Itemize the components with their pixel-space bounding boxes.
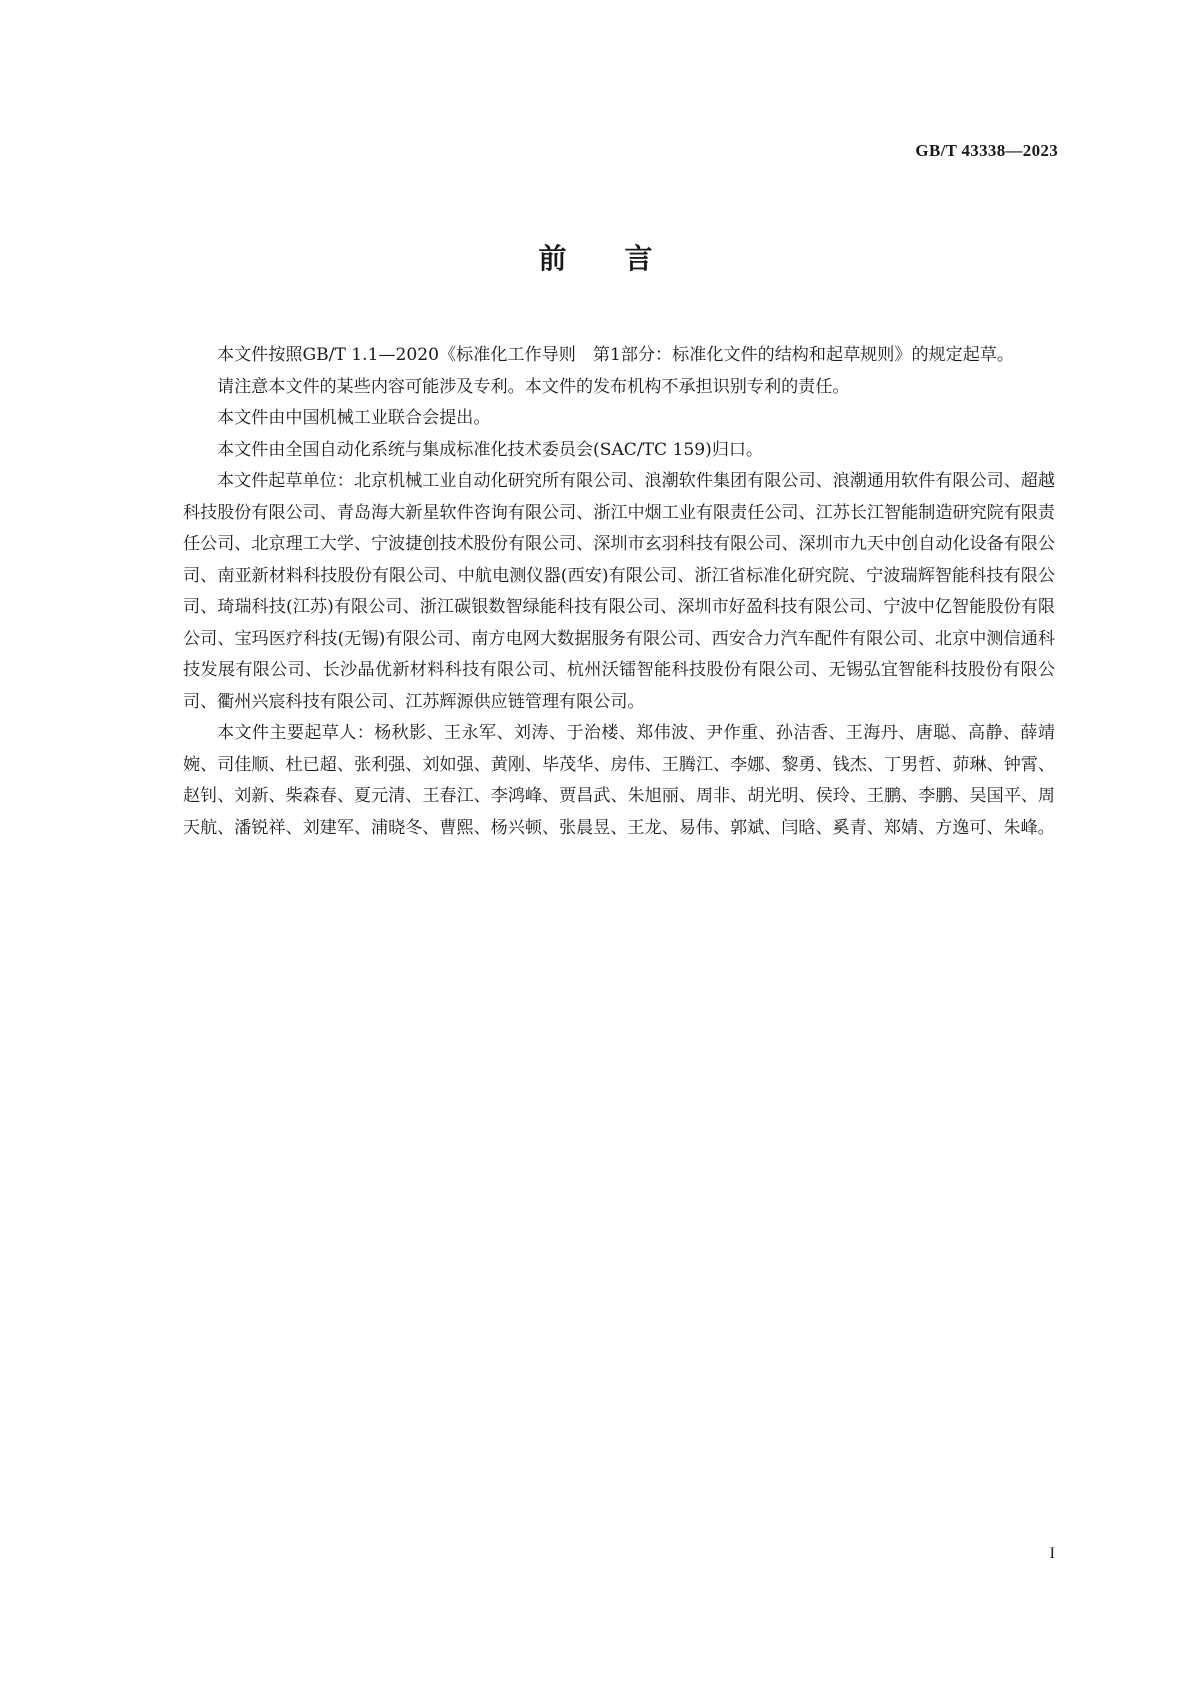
paragraph-patent-notice: 请注意本文件的某些内容可能涉及专利。本文件的发布机构不承担识别专利的责任。 — [217, 376, 850, 397]
standard-code-header: GB/T 43338—2023 — [915, 141, 1058, 160]
page-number: I — [1049, 1545, 1055, 1562]
page-title: 前言 — [538, 242, 711, 275]
foreword-body — [183, 340, 1055, 844]
paragraph-drafting-organizations: 本文件起草单位：北京机械工业自动化研究所有限公司、浪潮软件集团有限公司、浪潮通用软件有限公司、超越科技股份有限公司、青岛海大新星软件咨询有限公司、浙江中烟工业有限责任公司、江苏长江智能制造研究院有限责任公司、北京理工大学、宁波捷创技术股份有限公司、深圳市玄羽科技有限公司、深圳市九天中创自动化设备有限公司、南亚新材料科技股份有限公司、中航电测仪器(西安)有限公司、浙江省标准化研究院、宁波瑞辉智能科技有限公司、琦瑞科技(江苏)有限公司、浙江碳银数智绿能科技有限公司、深圳市好盈科技有限公司、宁波中亿智能股份有限公司、宝玛医疗科技(无锡)有限公司、南方电网大数据服务有限公司、西安合力汽车配件有限公司、北京中测信通科技发展有限公司、长沙晶优新材料科技有限公司、杭州沃镭智能科技股份有限公司、无锡弘宜智能科技股份有限公司、衢州兴宸科技有限公司、江苏辉源供应链管理有限公司。 — [183, 471, 1055, 712]
paragraph-technical-committee: 本文件由全国自动化系统与集成标准化技术委员会(SAC/TC 159)归口。 — [217, 439, 764, 460]
paragraph-proposer: 本文件由中国机械工业联合会提出。 — [217, 408, 491, 428]
paragraph-main-drafters: 本文件主要起草人：杨秋影、王永军、刘涛、于治楼、郑伟波、尹作重、孙洁香、王海丹、唐聪、高静、薛靖婉、司佳顺、杜已超、张利强、刘如强、黄刚、毕茂华、房伟、王腾江、李娜、黎勇、钱杰、丁男哲、茆琳、钟霄、赵钊、刘新、柴森春、夏元清、王春江、李鸿峰、贾昌武、朱旭丽、周非、胡光明、侯玲、王鹏、李鹏、吴国平、周天航、潘锐祥、刘建军、浦晓冬、曹熙、杨兴顿、张晨昱、王龙、易伟、郭斌、闫晗、奚青、郑婧、方逸可、朱峰。 — [183, 723, 1055, 838]
paragraph-drafting-basis: 本文件按照GB/T 1.1—2020《标准化工作导则 第1部分：标准化文件的结构和起草规则》的规定起草。 — [217, 345, 1015, 365]
